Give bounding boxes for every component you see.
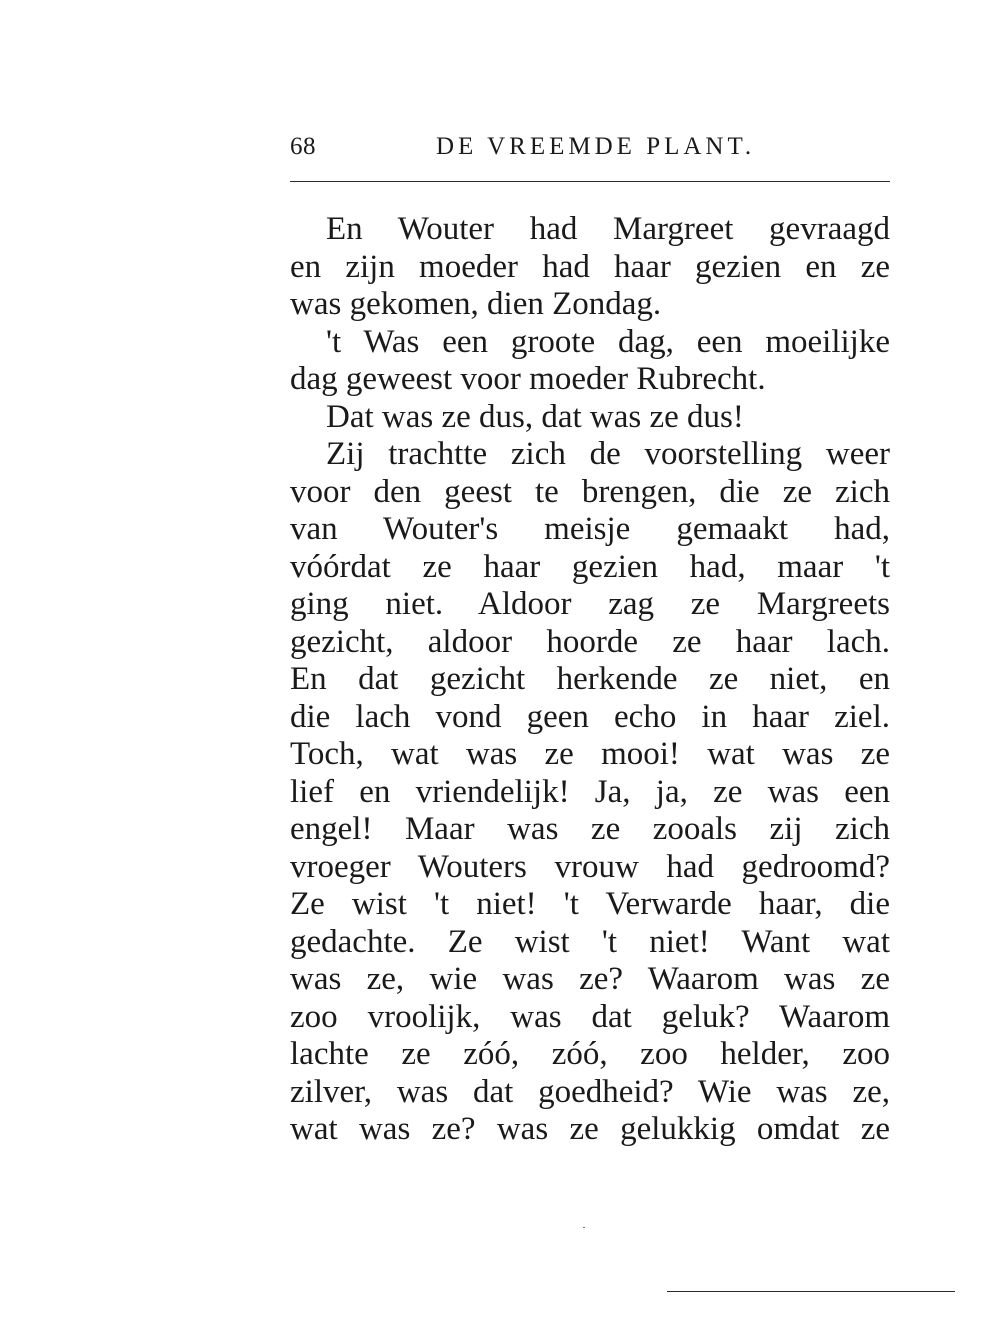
text-line: was gekomen, dien Zondag. bbox=[290, 286, 662, 322]
text-line: was ze, wie was ze? Waarom was ze bbox=[290, 961, 890, 997]
text-line: engel! Maar was ze zooals zij zich bbox=[290, 811, 890, 847]
page-number: 68 bbox=[290, 133, 316, 160]
body-text bbox=[290, 211, 890, 1149]
text-line: en zijn moeder had haar gezien en ze bbox=[290, 248, 890, 285]
print-speck bbox=[583, 1227, 585, 1228]
text-line: vroeger Wouters vrouw had gedroomd? bbox=[290, 848, 890, 885]
text-line: En dat gezicht herkende ze niet, en bbox=[290, 661, 890, 697]
text-line: Ze wist 't niet! 't Verwarde haar, die bbox=[290, 886, 890, 922]
text-line: dag geweest voor moeder Rubrecht. bbox=[290, 361, 766, 397]
text-line: wat was ze? was ze gelukkig omdat ze bbox=[290, 1111, 890, 1147]
text-line: die lach vond geen echo in haar ziel. bbox=[290, 698, 890, 735]
running-title: DE VREEMDE PLANT. bbox=[436, 133, 756, 160]
text-line: Dat was ze dus, dat was ze dus! bbox=[326, 398, 744, 435]
footer-rule bbox=[667, 1291, 955, 1292]
page-header bbox=[290, 133, 890, 167]
header-rule bbox=[290, 181, 890, 182]
text-line: zoo vroolijk, was dat geluk? Waarom bbox=[290, 998, 890, 1035]
text-line: lief en vriendelijk! Ja, ja, ze was een bbox=[290, 773, 890, 810]
text-line: lachte ze zóó, zóó, zoo helder, zoo bbox=[290, 1036, 890, 1072]
text-line: voor den geest te brengen, die ze zich bbox=[290, 473, 890, 510]
text-line: vóórdat ze haar gezien had, maar 't bbox=[290, 548, 890, 585]
text-line: gezicht, aldoor hoorde ze haar lach. bbox=[290, 623, 890, 660]
text-line: van Wouter's meisje gemaakt had, bbox=[290, 511, 890, 547]
text-line: Toch, wat was ze mooi! wat was ze bbox=[290, 736, 890, 772]
text-line: gedachte. Ze wist 't niet! Want wat bbox=[290, 923, 890, 960]
text-line: En Wouter had Margreet gevraagd bbox=[326, 211, 890, 247]
text-line: zilver, was dat goedheid? Wie was ze, bbox=[290, 1073, 890, 1110]
text-line: ging niet. Aldoor zag ze Margreets bbox=[290, 586, 890, 622]
text-line: Zij trachtte zich de voorstelling weer bbox=[326, 436, 890, 472]
text-line: 't Was een groote dag, een moeilijke bbox=[326, 323, 890, 360]
